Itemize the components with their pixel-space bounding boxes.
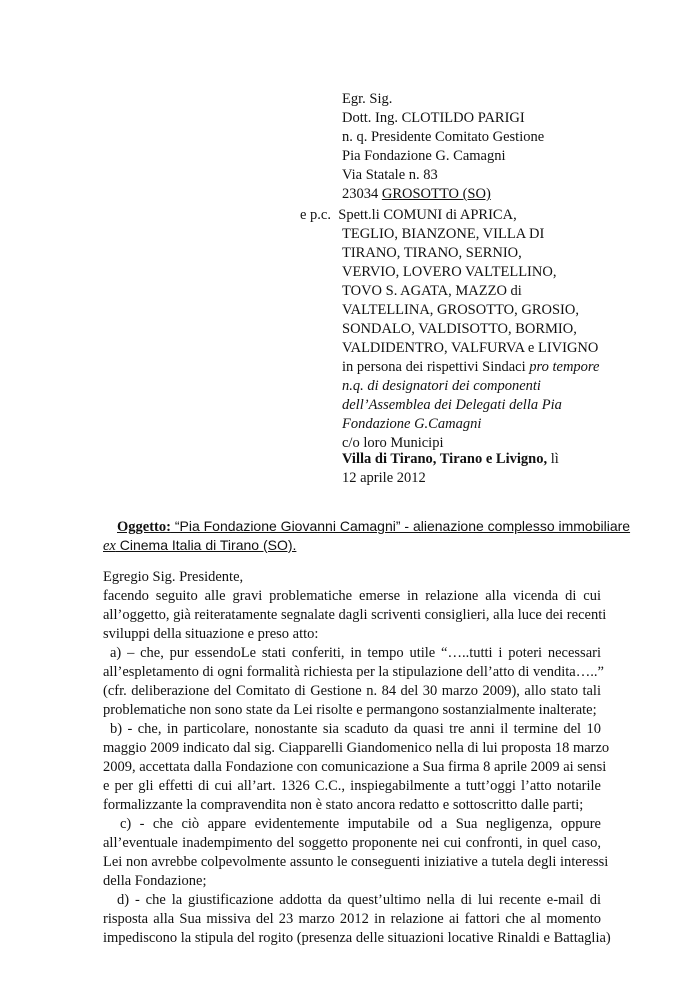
subject-text-2: Cinema Italia di Tirano (SO). xyxy=(115,537,297,553)
para-b-line: formalizzante la compravendita non è stato ancora redatto e sottoscritto dalle parti; xyxy=(103,797,584,813)
para-b-line: b) - che, in particolare, nonostante sia scaduto da quasi tre anni il termine del 10 xyxy=(110,721,601,737)
body-line: sviluppi della situazione e preso atto: xyxy=(103,626,319,642)
para-d-line: risposta alla Sua missiva del 23 marzo 2012 in relazione ai fattori che al momento xyxy=(103,911,601,927)
recipient-line-4: Pia Fondazione G. Camagni xyxy=(342,148,506,164)
subject-label: Oggetto: xyxy=(117,519,171,535)
place-line xyxy=(342,450,559,470)
cc-line-2: TIRANO, TIRANO, SERNIO, xyxy=(342,245,522,261)
cc-first-line xyxy=(300,206,517,226)
para-a-line: (cfr. deliberazione del Comitato di Gestione n. 84 del 30 marzo 2009), allo stato tali xyxy=(103,683,601,699)
cc-persona-line xyxy=(342,358,599,378)
cc-line-4: TOVO S. AGATA, MAZZO di xyxy=(342,283,522,299)
para-a-line: problematiche non sono state da Lei risolte e permangono sostanzialmente inalterate; xyxy=(103,702,597,718)
para-a-line: all’espletamento di ogni formalità richiesta per la stipulazione dell’atto di vendita…..” xyxy=(103,664,604,680)
cc-first: Spett.li COMUNI di APRICA, xyxy=(338,207,517,223)
para-d-line: d) - che la giustificazione addotta da quest’ultimo nella di lui recente e-mail di xyxy=(117,892,601,908)
para-b-line: maggio 2009 indicato dal sig. Ciapparelli Giandomenico nella di lui proposta 18 marzo xyxy=(103,740,610,756)
para-c-line: della Fondazione; xyxy=(103,873,207,889)
para-c-line: Lei non avrebbe colpevolmente assunto le conseguenti iniziative a tutela degli interessi xyxy=(103,854,609,870)
letter-date: 12 aprile 2012 xyxy=(342,470,426,486)
subject-ex: ex xyxy=(103,538,116,554)
cc-line-5: VALTELLINA, GROSOTTO, GROSIO, xyxy=(342,302,579,318)
cc-line-1: TEGLIO, BIANZONE, VILLA DI xyxy=(342,226,545,242)
place-li: lì xyxy=(547,451,559,467)
cc-italic-line-2: dell’Assemblea dei Delegati della Pia xyxy=(342,397,562,413)
place-bold: Villa di Tirano, Tirano e Livigno, xyxy=(342,451,548,467)
subject-text: “Pia Fondazione Giovanni Camagni” - alienazione complesso immobiliare xyxy=(170,518,631,534)
recipient-city: GROSOTTO (SO) xyxy=(381,186,491,202)
subject-line-1 xyxy=(117,517,630,538)
recipient-line-1: Egr. Sig. xyxy=(342,91,393,107)
cc-italic-line-3: Fondazione G.Camagni xyxy=(342,416,482,432)
subject-line-2 xyxy=(103,536,296,557)
recipient-line-3: n. q. Presidente Comitato Gestione xyxy=(342,129,545,145)
body-line: all’oggetto, già reiteratamente segnalate dagli scriventi consiglieri, alla luce dei recenti xyxy=(103,607,607,623)
para-b-line: 2009, accettata dalla Fondazione con comunicazione a Sua firma 8 aprile 2009 ai sensi xyxy=(103,759,607,775)
para-a-line: a) – che, pur essendoLe stati conferiti, in tempo utile “…..tutti i poteri necessari xyxy=(110,645,601,661)
salutation: Egregio Sig. Presidente, xyxy=(103,569,244,585)
recipient-line-5: Via Statale n. 83 xyxy=(342,167,438,183)
body-line: facendo seguito alle gravi problematiche emerse in relazione alla vicenda di cui xyxy=(103,588,601,604)
cc-line-7: VALDIDENTRO, VALFURVA e LIVIGNO xyxy=(342,340,599,356)
cc-persona-text: in persona dei rispettivi Sindaci xyxy=(342,359,530,375)
cc-line-3: VERVIO, LOVERO VALTELLINO, xyxy=(342,264,557,280)
recipient-cap: 23034 xyxy=(342,186,379,202)
para-d-line: impediscono la stipula del rogito (presenza delle situazioni locative Rinaldi e Battaglia) xyxy=(103,930,611,946)
para-b-line: e per gli effetti di cui all’art. 1326 C.C., inspiegabilmente a tutt’oggi l’atto notarile xyxy=(103,778,601,794)
recipient-city-line xyxy=(342,185,491,205)
cc-municipi: c/o loro Municipi xyxy=(342,435,444,451)
cc-prefix: e p.c. xyxy=(300,207,331,223)
recipient-line-2: Dott. Ing. CLOTILDO PARIGI xyxy=(342,110,525,126)
cc-pro-tempore: pro tempore xyxy=(529,359,600,375)
para-c-line: c) - che ciò appare evidentemente imputabile od a Sua negligenza, oppure xyxy=(120,816,601,832)
para-c-line: all’eventuale inadempimento del soggetto proponente nei cui confronti, in quel caso, xyxy=(103,835,601,851)
cc-italic-line-1: n.q. di designatori dei componenti xyxy=(342,378,541,394)
cc-line-6: SONDALO, VALDISOTTO, BORMIO, xyxy=(342,321,577,337)
